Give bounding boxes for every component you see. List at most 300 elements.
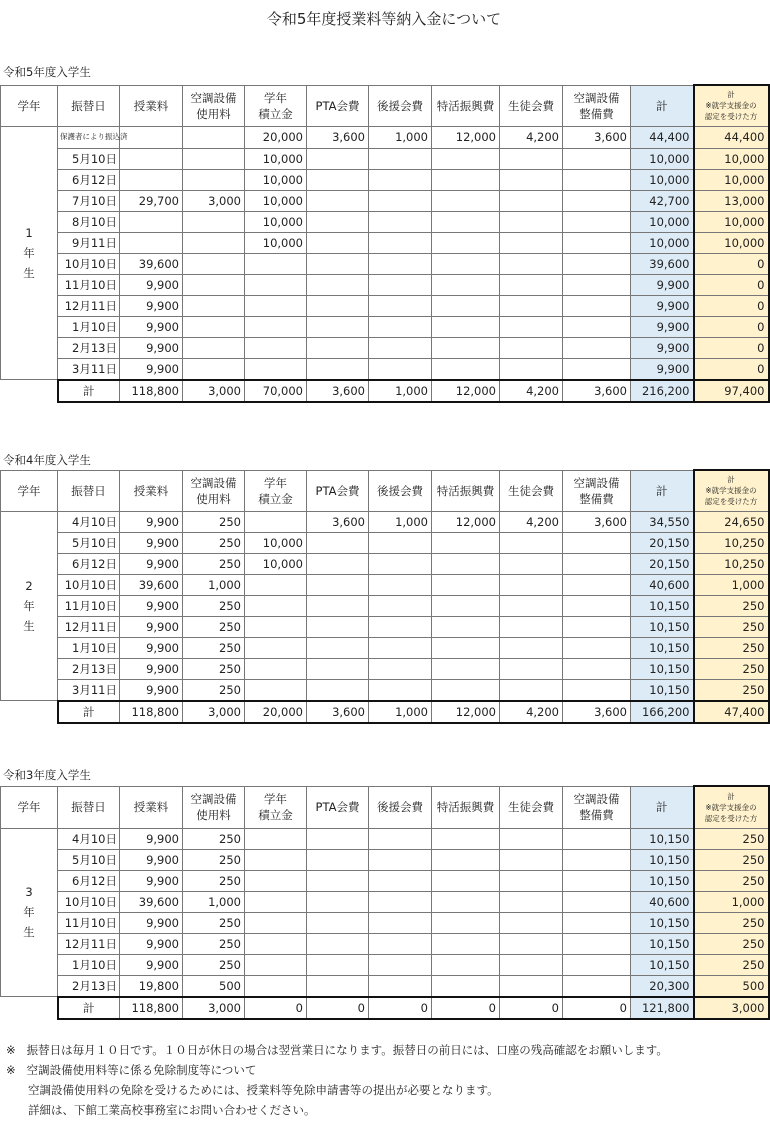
amount-cell-ac [183, 126, 245, 148]
amount-cell-ac: 250 [183, 595, 245, 616]
amount-cell-maint [563, 891, 631, 912]
amount-cell-tuition: 9,900 [120, 358, 183, 380]
amount-cell-ac: 250 [183, 849, 245, 870]
total-cell-maint: 0 [563, 997, 631, 1019]
amount-cell-ac [183, 232, 245, 253]
table-row [1, 337, 769, 358]
amount-cell-tuition: 39,600 [120, 574, 183, 595]
row-total-cell: 10,150 [631, 637, 694, 658]
total-row [1, 380, 769, 402]
amount-cell-pta [307, 679, 369, 701]
amount-cell-student [500, 190, 563, 211]
amount-cell-student [500, 532, 563, 553]
col-savings-line1: 学年 [264, 475, 287, 490]
amount-cell-activities [432, 316, 500, 337]
col-savings [245, 786, 307, 828]
amount-cell-support [369, 828, 432, 849]
amount-cell-tuition [120, 232, 183, 253]
amount-cell-student [500, 169, 563, 190]
row-aid-total-cell: 44,400 [694, 126, 769, 148]
amount-cell-tuition: 9,900 [120, 828, 183, 849]
grand-total-cell: 166,200 [631, 701, 694, 723]
amount-cell-pta [307, 658, 369, 679]
amount-cell-savings [245, 828, 307, 849]
row-aid-total-cell: 10,000 [694, 211, 769, 232]
amount-cell-tuition: 19,800 [120, 975, 183, 997]
amount-cell-maint: 3,600 [563, 511, 631, 532]
col-tuition: 授業料 [120, 470, 183, 511]
amount-cell-activities [432, 595, 500, 616]
amount-cell-student [500, 148, 563, 169]
total-cell-ac: 3,000 [183, 997, 245, 1019]
grade-char: 生 [23, 925, 35, 940]
grand-aid-total-cell: 97,400 [694, 380, 769, 402]
amount-cell-tuition [120, 126, 183, 148]
amount-cell-maint [563, 828, 631, 849]
amount-cell-pta [307, 574, 369, 595]
amount-cell-tuition: 9,900 [120, 337, 183, 358]
amount-cell-savings [245, 933, 307, 954]
row-aid-total-cell: 250 [694, 954, 769, 975]
row-total-cell: 10,150 [631, 595, 694, 616]
amount-cell-pta [307, 912, 369, 933]
amount-cell-tuition [120, 169, 183, 190]
col-ac-maint-line1: 空調設備 [573, 792, 620, 806]
date-cell: 1月10日 [58, 316, 120, 337]
grade-char: 1 [25, 225, 33, 240]
table-row [1, 253, 769, 274]
col-ac-maint-line1: 空調設備 [573, 475, 620, 490]
amount-cell-savings [245, 679, 307, 701]
col-aid-total [694, 786, 769, 828]
amount-cell-maint [563, 148, 631, 169]
amount-cell-ac: 250 [183, 679, 245, 701]
amount-cell-student: 4,200 [500, 126, 563, 148]
date-cell: 5月10日 [58, 532, 120, 553]
total-label: 計 [58, 380, 120, 402]
amount-cell-activities [432, 658, 500, 679]
table-row [1, 553, 769, 574]
amount-cell-ac [183, 211, 245, 232]
row-aid-total-cell: 250 [694, 616, 769, 637]
grand-total-cell: 216,200 [631, 380, 694, 402]
row-aid-total-cell: 10,250 [694, 553, 769, 574]
amount-cell-maint [563, 637, 631, 658]
amount-cell-student [500, 595, 563, 616]
date-cell: 12月11日 [58, 295, 120, 316]
amount-cell-maint [563, 975, 631, 997]
amount-cell-pta [307, 532, 369, 553]
amount-cell-pta [307, 933, 369, 954]
amount-cell-ac [183, 169, 245, 190]
amount-cell-ac [183, 148, 245, 169]
col-savings [245, 470, 307, 511]
total-cell-ac: 3,000 [183, 701, 245, 723]
amount-cell-tuition: 9,900 [120, 616, 183, 637]
col-savings-line2: 積立金 [258, 808, 293, 822]
col-ac-maint [563, 470, 631, 511]
row-aid-total-cell: 0 [694, 358, 769, 380]
amount-cell-pta [307, 849, 369, 870]
date-cell: 3月11日 [58, 679, 120, 701]
amount-cell-ac: 250 [183, 870, 245, 891]
amount-cell-student [500, 933, 563, 954]
date-cell: 11月10日 [58, 912, 120, 933]
date-cell: 12月11日 [58, 616, 120, 637]
amount-cell-ac: 250 [183, 954, 245, 975]
table-row [1, 169, 769, 190]
row-aid-total-cell: 250 [694, 933, 769, 954]
col-aid-line1: 計 [727, 475, 735, 485]
amount-cell-savings: 10,000 [245, 232, 307, 253]
footnotes [6, 1040, 668, 1120]
amount-cell-activities [432, 169, 500, 190]
amount-cell-pta [307, 295, 369, 316]
col-ac-use-line1: 空調設備 [190, 90, 237, 105]
date-cell: 11月10日 [58, 595, 120, 616]
table-row [1, 637, 769, 658]
total-cell-maint: 3,600 [563, 380, 631, 402]
amount-cell-tuition: 9,900 [120, 849, 183, 870]
total-cell-ac: 3,000 [183, 380, 245, 402]
amount-cell-support [369, 211, 432, 232]
row-aid-total-cell: 10,250 [694, 532, 769, 553]
table-row [1, 616, 769, 637]
date-cell: 2月13日 [58, 337, 120, 358]
grade-char: 2 [25, 578, 33, 593]
amount-cell-activities [432, 211, 500, 232]
amount-cell-support [369, 295, 432, 316]
amount-cell-pta [307, 316, 369, 337]
amount-cell-savings [245, 912, 307, 933]
table-row [1, 954, 769, 975]
amount-cell-student [500, 358, 563, 380]
total-cell-student: 0 [500, 997, 563, 1019]
table-row [1, 126, 769, 148]
amount-cell-activities [432, 933, 500, 954]
row-aid-total-cell: 250 [694, 679, 769, 701]
amount-cell-support [369, 595, 432, 616]
amount-cell-maint [563, 658, 631, 679]
amount-cell-ac: 250 [183, 658, 245, 679]
row-aid-total-cell: 0 [694, 337, 769, 358]
row-total-cell: 20,150 [631, 553, 694, 574]
date-cell: 5月10日 [58, 148, 120, 169]
col-aid-line3: 認定を受けた方 [704, 813, 758, 823]
total-label: 計 [58, 701, 120, 723]
grand-aid-total-cell: 3,000 [694, 997, 769, 1019]
amount-cell-savings [245, 870, 307, 891]
amount-cell-activities [432, 954, 500, 975]
amount-cell-pta [307, 637, 369, 658]
amount-cell-savings [245, 616, 307, 637]
amount-cell-tuition: 39,600 [120, 253, 183, 274]
amount-cell-maint [563, 954, 631, 975]
amount-cell-maint [563, 870, 631, 891]
amount-cell-activities [432, 253, 500, 274]
table-row [1, 274, 769, 295]
amount-cell-pta [307, 616, 369, 637]
total-cell-pta: 3,600 [307, 701, 369, 723]
amount-cell-activities [432, 912, 500, 933]
table-row [1, 975, 769, 997]
amount-cell-savings [245, 337, 307, 358]
amount-cell-pta [307, 954, 369, 975]
col-savings-line1: 学年 [264, 90, 287, 105]
total-cell-pta: 3,600 [307, 380, 369, 402]
table-row [1, 870, 769, 891]
amount-cell-tuition: 9,900 [120, 595, 183, 616]
table-row [1, 679, 769, 701]
col-ac-maint-line1: 空調設備 [573, 90, 620, 105]
amount-cell-pta [307, 891, 369, 912]
amount-cell-ac [183, 316, 245, 337]
amount-cell-student [500, 295, 563, 316]
row-total-cell: 9,900 [631, 295, 694, 316]
note-text: 空調設備使用料等に係る免除制度等について [26, 1063, 257, 1077]
amount-cell-activities [432, 295, 500, 316]
amount-cell-student: 4,200 [500, 511, 563, 532]
amount-cell-ac: 250 [183, 532, 245, 553]
amount-cell-support [369, 637, 432, 658]
footnote [6, 1080, 668, 1100]
amount-cell-ac: 250 [183, 933, 245, 954]
row-aid-total-cell: 500 [694, 975, 769, 997]
grade-char: 生 [23, 265, 35, 280]
table-row [1, 595, 769, 616]
amount-cell-savings [245, 975, 307, 997]
col-aid-line2: ※就学支援金の [705, 486, 757, 496]
amount-cell-student [500, 232, 563, 253]
amount-cell-student [500, 891, 563, 912]
col-total: 計 [631, 470, 694, 511]
row-total-cell: 10,150 [631, 933, 694, 954]
amount-cell-maint [563, 912, 631, 933]
date-cell: 10月10日 [58, 891, 120, 912]
row-aid-total-cell: 250 [694, 595, 769, 616]
note-mark: ※ [6, 1063, 16, 1077]
row-total-cell: 9,900 [631, 316, 694, 337]
col-aid-line1: 計 [727, 90, 735, 100]
col-activities: 特活振興費 [432, 470, 500, 511]
amount-cell-tuition: 9,900 [120, 295, 183, 316]
row-total-cell: 9,900 [631, 358, 694, 380]
amount-cell-tuition: 9,900 [120, 274, 183, 295]
amount-cell-student [500, 849, 563, 870]
table-row [1, 933, 769, 954]
row-total-cell: 10,150 [631, 912, 694, 933]
table-row [1, 190, 769, 211]
amount-cell-student [500, 637, 563, 658]
amount-cell-tuition: 9,900 [120, 553, 183, 574]
amount-cell-maint [563, 595, 631, 616]
amount-cell-tuition: 9,900 [120, 870, 183, 891]
row-aid-total-cell: 10,000 [694, 148, 769, 169]
table-row [1, 295, 769, 316]
col-support: 後援会費 [369, 85, 432, 126]
table-row [1, 828, 769, 849]
total-cell-support: 1,000 [369, 701, 432, 723]
amount-cell-tuition: 39,600 [120, 891, 183, 912]
amount-cell-activities [432, 870, 500, 891]
amount-cell-activities: 12,000 [432, 126, 500, 148]
row-total-cell: 44,400 [631, 126, 694, 148]
total-cell-tuition: 118,800 [120, 380, 183, 402]
amount-cell-savings [245, 574, 307, 595]
date-cell: 3月11日 [58, 358, 120, 380]
note-text: 振替日は毎月１０日です。１０日が休日の場合は翌営業日になります。振替日の前日には、口座の残高確認をお願いします。 [26, 1043, 668, 1057]
amount-cell-pta [307, 232, 369, 253]
total-cell-tuition: 118,800 [120, 701, 183, 723]
col-aid-line3: 認定を受けた方 [704, 497, 758, 507]
amount-cell-student [500, 975, 563, 997]
amount-cell-ac: 250 [183, 637, 245, 658]
amount-cell-support [369, 679, 432, 701]
section-label: 令和3年度入学生 [3, 768, 91, 782]
amount-cell-tuition [120, 148, 183, 169]
date-cell: 2月13日 [58, 658, 120, 679]
grade-char: 年 [23, 598, 35, 613]
fee-table [0, 785, 770, 1020]
amount-cell-activities [432, 616, 500, 637]
section-label: 令和4年度入学生 [3, 453, 91, 467]
amount-cell-maint [563, 849, 631, 870]
amount-cell-support [369, 553, 432, 574]
amount-cell-savings [245, 658, 307, 679]
row-total-cell: 40,600 [631, 891, 694, 912]
amount-cell-savings: 10,000 [245, 211, 307, 232]
table-row [1, 658, 769, 679]
amount-cell-ac: 3,000 [183, 190, 245, 211]
date-cell: 10月10日 [58, 253, 120, 274]
amount-cell-student [500, 912, 563, 933]
amount-cell-ac: 250 [183, 828, 245, 849]
amount-cell-pta [307, 253, 369, 274]
col-ac-maint-line2: 整備費 [579, 808, 614, 822]
col-activities: 特活振興費 [432, 786, 500, 828]
col-ac-maint-line2: 整備費 [579, 106, 614, 121]
row-aid-total-cell: 13,000 [694, 190, 769, 211]
amount-cell-maint [563, 553, 631, 574]
col-ac-use-line1: 空調設備 [190, 475, 237, 490]
date-cell: 4月10日 [58, 511, 120, 532]
amount-cell-savings [245, 358, 307, 380]
col-support: 後援会費 [369, 786, 432, 828]
col-student: 生徒会費 [500, 470, 563, 511]
col-total: 計 [631, 786, 694, 828]
row-aid-total-cell: 250 [694, 912, 769, 933]
col-aid-line2: ※就学支援金の [705, 802, 757, 812]
amount-cell-student [500, 316, 563, 337]
row-total-cell: 10,150 [631, 658, 694, 679]
grade-cell [1, 828, 58, 997]
amount-cell-activities [432, 553, 500, 574]
amount-cell-ac: 1,000 [183, 574, 245, 595]
fee-table [0, 84, 770, 403]
amount-cell-student [500, 658, 563, 679]
row-aid-total-cell: 10,000 [694, 169, 769, 190]
amount-cell-support [369, 190, 432, 211]
col-ac-maint [563, 786, 631, 828]
amount-cell-pta [307, 595, 369, 616]
amount-cell-tuition: 9,900 [120, 637, 183, 658]
amount-cell-tuition: 9,900 [120, 532, 183, 553]
amount-cell-ac: 250 [183, 511, 245, 532]
col-total: 計 [631, 85, 694, 126]
amount-cell-student [500, 274, 563, 295]
row-total-cell: 42,700 [631, 190, 694, 211]
date-cell: 6月12日 [58, 870, 120, 891]
table-row [1, 358, 769, 380]
total-cell-pta: 0 [307, 997, 369, 1019]
amount-cell-ac: 500 [183, 975, 245, 997]
grand-total-cell: 121,800 [631, 997, 694, 1019]
amount-cell-maint [563, 295, 631, 316]
amount-cell-maint [563, 232, 631, 253]
amount-cell-pta [307, 148, 369, 169]
col-aid-total [694, 85, 769, 126]
amount-cell-maint [563, 274, 631, 295]
grade-char: 3 [25, 885, 33, 900]
col-student: 生徒会費 [500, 85, 563, 126]
amount-cell-tuition: 9,900 [120, 511, 183, 532]
amount-cell-pta [307, 975, 369, 997]
row-total-cell: 10,000 [631, 148, 694, 169]
col-tuition: 授業料 [120, 786, 183, 828]
col-ac-maint [563, 85, 631, 126]
amount-cell-student [500, 211, 563, 232]
amount-cell-tuition [120, 211, 183, 232]
col-aid-line1: 計 [727, 791, 735, 801]
col-date: 振替日 [58, 786, 120, 828]
amount-cell-support [369, 954, 432, 975]
table-row [1, 574, 769, 595]
amount-cell-pta [307, 169, 369, 190]
col-savings-line2: 積立金 [258, 491, 293, 506]
col-aid-line2: ※就学支援金の [705, 101, 757, 111]
amount-cell-pta [307, 211, 369, 232]
amount-cell-activities [432, 148, 500, 169]
date-cell: 7月10日 [58, 190, 120, 211]
col-date: 振替日 [58, 470, 120, 511]
amount-cell-support [369, 358, 432, 380]
table-row [1, 511, 769, 532]
footnote [6, 1040, 668, 1060]
col-pta: PTA会費 [307, 85, 369, 126]
total-cell-student: 4,200 [500, 380, 563, 402]
date-cell: 2月13日 [58, 975, 120, 997]
row-aid-total-cell: 0 [694, 316, 769, 337]
amount-cell-maint [563, 190, 631, 211]
amount-cell-pta [307, 274, 369, 295]
col-student: 生徒会費 [500, 786, 563, 828]
date-cell: 6月12日 [58, 169, 120, 190]
amount-cell-support [369, 232, 432, 253]
amount-cell-pta [307, 337, 369, 358]
amount-cell-maint [563, 358, 631, 380]
row-aid-total-cell: 1,000 [694, 891, 769, 912]
amount-cell-activities [432, 679, 500, 701]
row-aid-total-cell: 0 [694, 274, 769, 295]
total-cell-savings: 0 [245, 997, 307, 1019]
amount-cell-support [369, 148, 432, 169]
amount-cell-activities [432, 232, 500, 253]
amount-cell-maint [563, 316, 631, 337]
amount-cell-savings [245, 849, 307, 870]
col-savings-line2: 積立金 [258, 106, 293, 121]
amount-cell-savings: 20,000 [245, 126, 307, 148]
row-total-cell: 10,000 [631, 211, 694, 232]
